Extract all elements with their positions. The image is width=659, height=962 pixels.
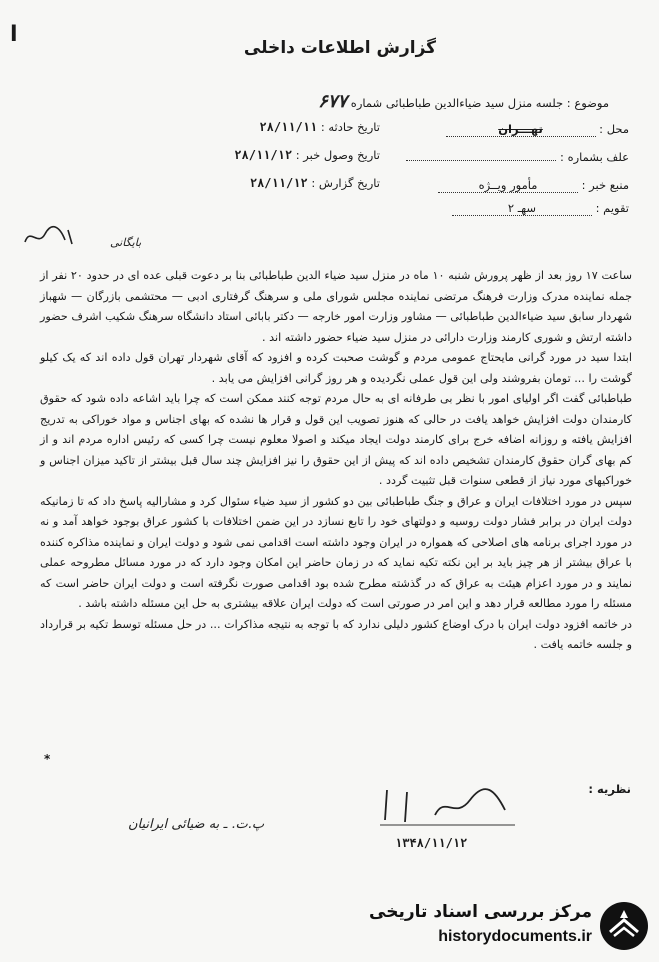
handwritten-scribble-icon bbox=[20, 222, 80, 256]
report-date: ۲۸/۱۱/۱۲ bbox=[249, 176, 308, 190]
watermark-text-fa: مرکز بررسی اسناد تاریخی bbox=[369, 902, 592, 922]
receive-date: ۲۸/۱۱/۱۲ bbox=[234, 148, 293, 162]
subject-row bbox=[49, 91, 609, 112]
event-date-row bbox=[170, 120, 380, 134]
signature-stamp-date: ۱۳۴۸/۱۱/۱۲ bbox=[395, 836, 468, 850]
body-paragraph-5: در خاتمه افزود دولت ایران با درک اوضاع کشور دلیلی ندارد که با توجه به نتیجه مذاکرات ... در حل مسئله توسط تکیه بر قرارداد و جلسه خاتمه یافت . bbox=[40, 617, 632, 651]
opinion-label: نظریه : bbox=[588, 782, 631, 796]
rating-row bbox=[399, 201, 629, 216]
body-paragraph-4: سپس در مورد اختلافات ایران و عراق و جنگ طباطبائی بین دو کشور از سید ضیاء سئوال کرد و مشارالیه پاسخ داد که تا زمانیکه دولت ایران در برابر فشار دولت روسیه و دولتهای خود را تابع نسازد در این ضمن اختلافات با کشور عراق بوجود خواهد آمد و نه در مورد اجرای برنامه های اصلاحی که همواره در ایران وجود داشته است اقدامی نمی شود و دولت ایران و نماینده مذاکره کننده با عراق بیشتر از هر چیز باید بر این نکته تکیه نماید که در زمان حاضر این امکان وجود دارد که در مورد مسائل مطروحه عملی نمایند و در مورد اعزام هیئت به عراق که در گذشته مطرح شده بود اقدامی صورت نگرفته است و دولت ایران حاضر است که مسئله را مورد مطالعه قرار دهد و این امر در صورتی است که دولت ایران علاقه بیشتری به حل این مسئله داشته باشد . bbox=[40, 494, 632, 610]
handwritten-note-top: بایگانی bbox=[110, 236, 142, 249]
signature-icon bbox=[375, 780, 525, 834]
report-body bbox=[40, 266, 632, 656]
source-label: منبع خبر : bbox=[581, 178, 629, 192]
document-title: گزارش اطلاعات داخلی bbox=[243, 38, 437, 58]
report-date-label: تاریخ گزارش : bbox=[311, 176, 380, 190]
receive-date-label: تاریخ وصول خبر : bbox=[295, 148, 380, 162]
reporter-code-row bbox=[399, 150, 629, 164]
body-paragraph-1: ساعت ۱۷ روز بعد از ظهر پرورش شنبه ۱۰ ماه در منزل سید ضیاء الدین طباطبائی بنا بر دعوت قبلی عده ای در حدود ۲۰ نفر از جمله نماینده مدرک وزارت فرهنگ مرتضی نماینده مجلس شورای ملی و سرهنگ گرفتاری ادبی — محتشمی بازرگان — شهباز شهردار سابق سید ضیاءالدین طباطبائی — مشاور وزارت امور خارجه — دکتر بابائی استاد دانشگاه سرهنگ شکیب اشرف حضور داشته ارتش و شوری کارمند وزارت دارائی در منزل سید ضیاء حضور داشته اند . bbox=[40, 269, 632, 344]
rating-label: تقویم : bbox=[595, 201, 629, 215]
body-paragraph-2: ابتدا سید در مورد گرانی مایحتاج عمومی مردم و گوشت صحبت کرده و افزود که آقای شهردار تهران قول داده اند که یک کیلو گوشت را ... تومان بفروشند ولی این قول عملی نگردیده و هر روز گرانی افزایش می یابد . bbox=[40, 351, 632, 385]
event-date-label: تاریخ حادثه : bbox=[320, 120, 380, 134]
subject-number: ۶۷۷ bbox=[318, 91, 348, 112]
book-quill-icon bbox=[598, 900, 650, 956]
body-paragraph-3: طباطبائی گفت اگر اولیای امور با نظر بی طرفانه ای به حال مردم توجه کنند ممکن است که چرا باید اشاعه داده شود که حقوق کارمندان دولت افزایش خواهد یافت در حالی که هنوز تصویب این قول و قرار ها نشده که بهای اجناس و مواد خوراکی به تدریج افزایش یافته و روزانه اضافه خرج برای کارمند دولت ایجاد میکند و اصولا معلوم نیست چرا کسی که رئیس اداره مردم اند و از کم بهای گران حقوق کارمندان تشخیص داده اند که پیش از این حقوق را نیز افزایش چند سال قبل بیشتر از تاکید میزان اجناس و خوراکیهای مورد نیاز از قطعی سنوات قبل تثبیت گردد . bbox=[40, 392, 632, 487]
handwritten-note-left: پ.ت. ـ به ضیائی ایرانیان bbox=[128, 817, 265, 832]
subject-label: موضوع : bbox=[566, 96, 609, 110]
report-date-row bbox=[170, 176, 380, 190]
source-row bbox=[399, 178, 629, 193]
closing-mark: * bbox=[44, 752, 51, 766]
subject-value: جلسه منزل سید ضیاءالدین طباطبائی شماره bbox=[350, 96, 564, 110]
reporter-code-blank bbox=[406, 160, 556, 161]
source-value: مأمور ویــژه bbox=[438, 178, 578, 193]
watermark-text-en: historydocuments.ir bbox=[438, 928, 592, 945]
place-value: تهـــران bbox=[446, 122, 596, 137]
place-label: محل : bbox=[599, 122, 629, 136]
reporter-code-label: علف بشماره : bbox=[560, 150, 629, 164]
event-date: ۲۸/۱۱/۱۱ bbox=[259, 120, 318, 134]
rating-value: سهـ ۲ bbox=[452, 201, 592, 216]
receive-date-row bbox=[170, 148, 380, 162]
watermark bbox=[369, 898, 650, 954]
margin-mark: ا bbox=[10, 22, 18, 47]
